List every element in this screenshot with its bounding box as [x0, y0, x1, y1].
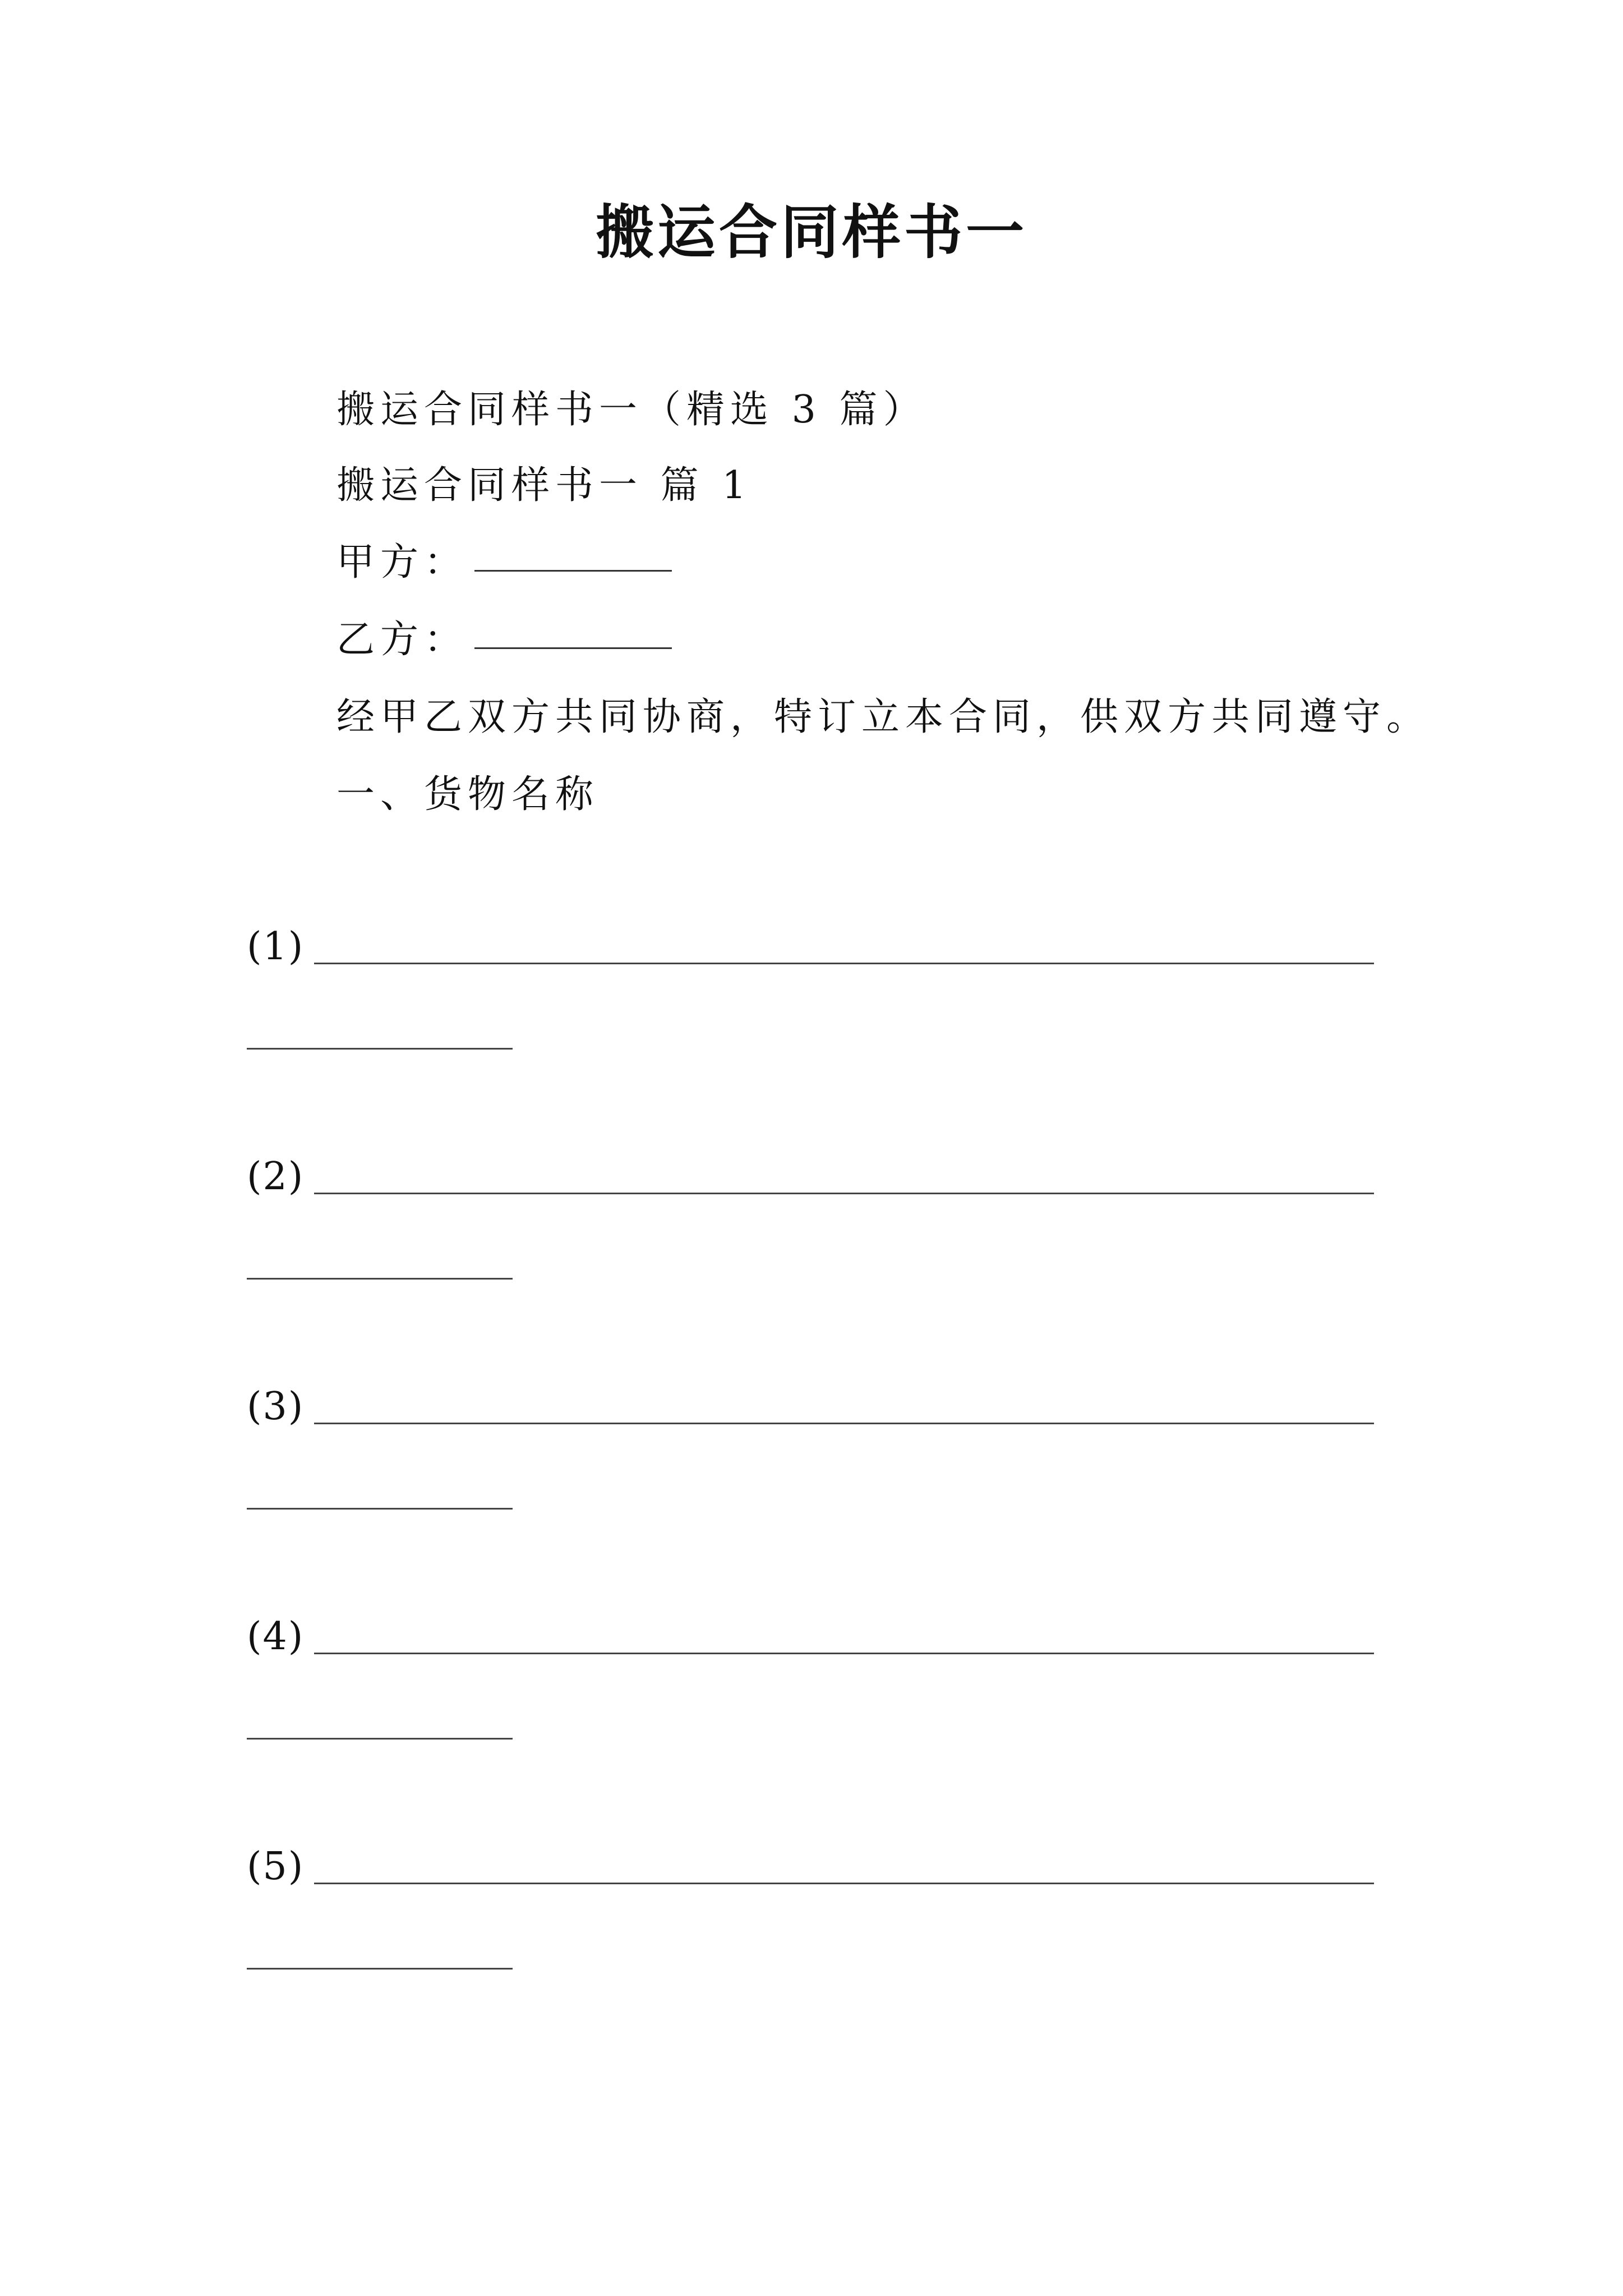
- goods-item-blank: [314, 1193, 1374, 1194]
- goods-item: [247, 1384, 1374, 1429]
- goods-item-blank-continued: [247, 1048, 513, 1050]
- section-heading: 搬运合同样书一 篇 1: [336, 463, 752, 508]
- document-subtitle: 搬运合同样书一（精选 3 篇）: [336, 388, 927, 432]
- goods-item: [247, 1614, 1374, 1659]
- party-b-label: 乙方：: [336, 618, 468, 662]
- party-b-blank: [474, 647, 672, 649]
- goods-item-label: (2): [247, 1154, 305, 1199]
- party-a-blank: [474, 569, 672, 572]
- goods-item-label: (3): [247, 1384, 305, 1429]
- goods-item: [247, 1844, 1374, 1889]
- goods-item-blank: [314, 1653, 1374, 1654]
- party-a-label: 甲方：: [336, 540, 468, 585]
- goods-item-label: (4): [247, 1614, 305, 1659]
- goods-item-blank: [314, 963, 1374, 964]
- document-title: 搬运合同样书一: [595, 197, 1027, 266]
- party-a-line: [336, 540, 672, 586]
- goods-item-blank-continued: [247, 1968, 513, 1970]
- party-b-line: [336, 617, 672, 663]
- goods-item-blank: [314, 1883, 1374, 1884]
- intro-paragraph: 经甲乙双方共同协商，特订立本合同，供双方共同遵守。: [336, 695, 1431, 739]
- goods-item-label: (5): [247, 1844, 305, 1889]
- goods-item-blank: [314, 1423, 1374, 1424]
- goods-item-blank-continued: [247, 1278, 513, 1280]
- goods-item-label: (1): [247, 924, 305, 969]
- goods-item-blank-continued: [247, 1738, 513, 1740]
- clause-1-heading: 一、货物名称: [336, 772, 600, 817]
- goods-item-blank-continued: [247, 1508, 513, 1510]
- goods-item: [247, 1154, 1374, 1199]
- goods-item: [247, 924, 1374, 969]
